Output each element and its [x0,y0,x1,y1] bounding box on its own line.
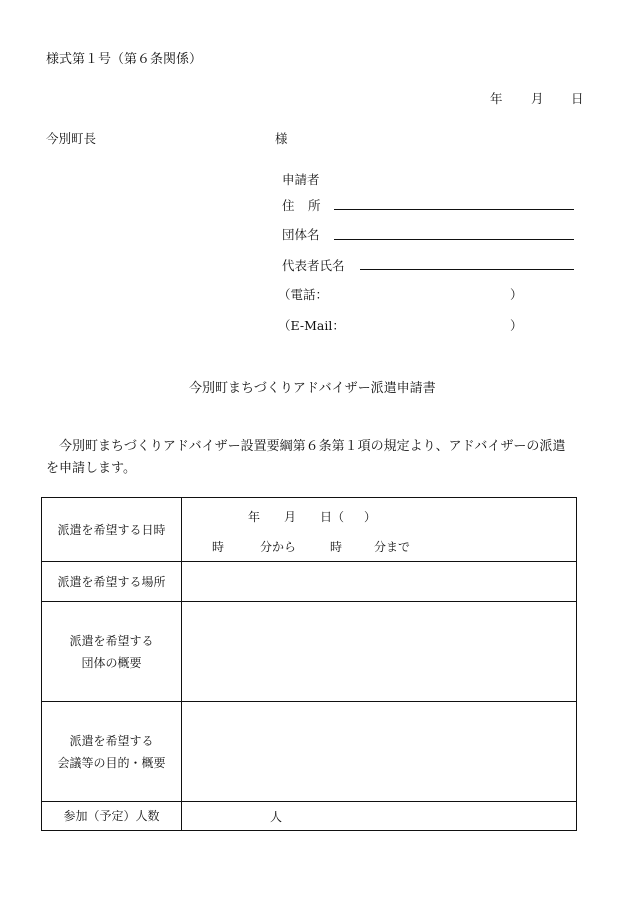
table-row-meeting [42,702,577,802]
organization-summary-label-line-2: 団体の概要 [81,655,142,670]
meeting-purpose-label [42,702,182,802]
representative-field-line[interactable] [360,269,574,270]
meeting-purpose-label-line-1: 派遣を希望する [69,733,154,748]
datetime-month: 月 [284,510,297,524]
addressee-honorific: 様 [275,131,288,146]
representative-label: 代表者氏名 [282,258,345,273]
addressee-name: 今別町長 [46,131,97,146]
phone-label: （電話： [278,287,329,302]
datetime-year: 年 [248,510,261,524]
datetime-day: 日（ [320,510,345,524]
table-row-organization [42,602,577,702]
organization-summary-label-line-1: 派遣を希望する [69,633,154,648]
date-day-label: 日 [571,91,584,106]
email-label: （E-Mail： [278,318,345,333]
table-row-datetime [42,498,577,562]
meeting-purpose-value-cell[interactable] [182,702,577,802]
address-label-2: 所 [308,198,321,213]
address-label-1: 住 [282,198,295,213]
organization-summary-label [42,602,182,702]
datetime-day-close: ） [364,510,377,524]
datetime-label: 派遣を希望する日時 [42,498,182,562]
table-row-participants [42,802,577,831]
place-value-cell[interactable] [182,562,577,602]
phone-close: ） [510,287,523,302]
datetime-hour-from: 時 [212,540,225,554]
organization-summary-value-cell[interactable] [182,602,577,702]
datetime-value-cell[interactable] [182,498,577,562]
table-row-place [42,562,577,602]
datetime-hour-to: 時 [330,540,343,554]
date-year-label: 年 [490,91,503,106]
applicant-title: 申請者 [282,172,320,187]
place-label: 派遣を希望する場所 [42,562,182,602]
application-table [41,497,577,831]
organization-label: 団体名 [282,227,320,242]
participants-unit: 人 [270,810,283,824]
meeting-purpose-label-line-2: 会議等の目的・概要 [57,755,166,770]
address-field-line[interactable] [334,209,574,210]
body-line-1: 今別町まちづくりアドバイザー設置要綱第６条第１項の規定より、アドバイザーの派遣 [59,439,566,454]
participants-label: 参加（予定）人数 [42,802,182,831]
body-line-2: を申請します。 [46,461,136,476]
datetime-minute-to: 分まで [374,540,411,554]
document-title: 今別町まちづくりアドバイザー派遣申請書 [189,381,436,396]
date-month-label: 月 [531,91,544,106]
email-close: ） [510,318,523,333]
organization-field-line[interactable] [334,239,574,240]
form-number: 様式第１号（第６条関係） [46,52,203,67]
participants-value-cell[interactable] [182,802,577,831]
datetime-minute-from: 分から [260,540,297,554]
body-paragraph [46,436,581,480]
